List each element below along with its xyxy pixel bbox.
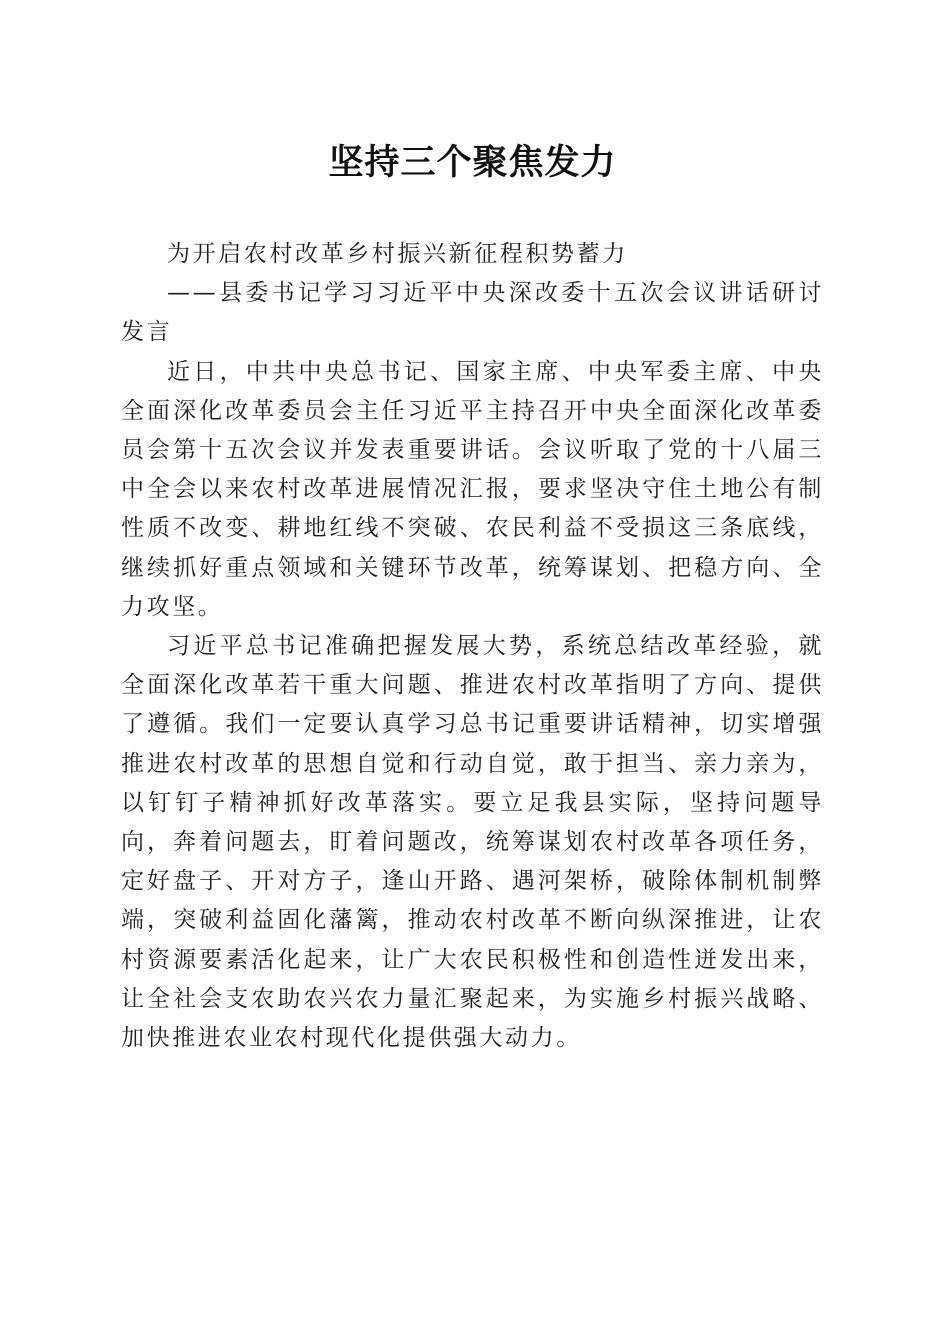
body-paragraph: 习近平总书记准确把握发展大势，系统总结改革经验，就全面深化改革若干重大问题、推进农村改革指明了方向、提供了遵循。我们一定要认真学习总书记重要讲话精神，切实增强推进农村改革的思想自觉和行动自觉，敢于担当、亲力亲为，以钉钉子精神抓好改革落实。要立足我县实际，坚持问题导向，奔着问题去，盯着问题改，统筹谋划农村改革各项任务，定好盘子、开对方子，逢山开路、遇河架桥，破除体制机制弊端，突破利益固化藩篱，推动农村改革不断向纵深推进，让农村资源要素活化起来，让广大农民积极性和创造性迸发出来，让全社会支农助农兴农力量汇聚起来，为实施乡村振兴战略、加快推进农业农村现代化提供强大动力。 [121,633,824,1052]
subtitle-attribution: ——县委书记学习习近平中央深改委十五次会议讲话研讨发言 [121,280,824,346]
subtitle-line: 为开启农村改革乡村振兴新征程积势蓄力 [167,241,628,267]
body-paragraph: 近日，中共中央总书记、国家主席、中央军委主席、中央全面深化改革委员会主任习近平主持召开中央全面深化改革委员会第十五次会议并发表重要讲话。会议听取了党的十八届三中全会以来农村改革进展情况汇报，要求坚决守住土地公有制性质不改变、耕地红线不突破、农民利益不受损这三条底线，继续抓好重点领域和关键环节改革，统筹谋划、把稳方向、全力攻坚。 [121,358,824,620]
document-body [121,235,824,1058]
document-title: 坚持三个聚焦发力 [328,142,617,183]
